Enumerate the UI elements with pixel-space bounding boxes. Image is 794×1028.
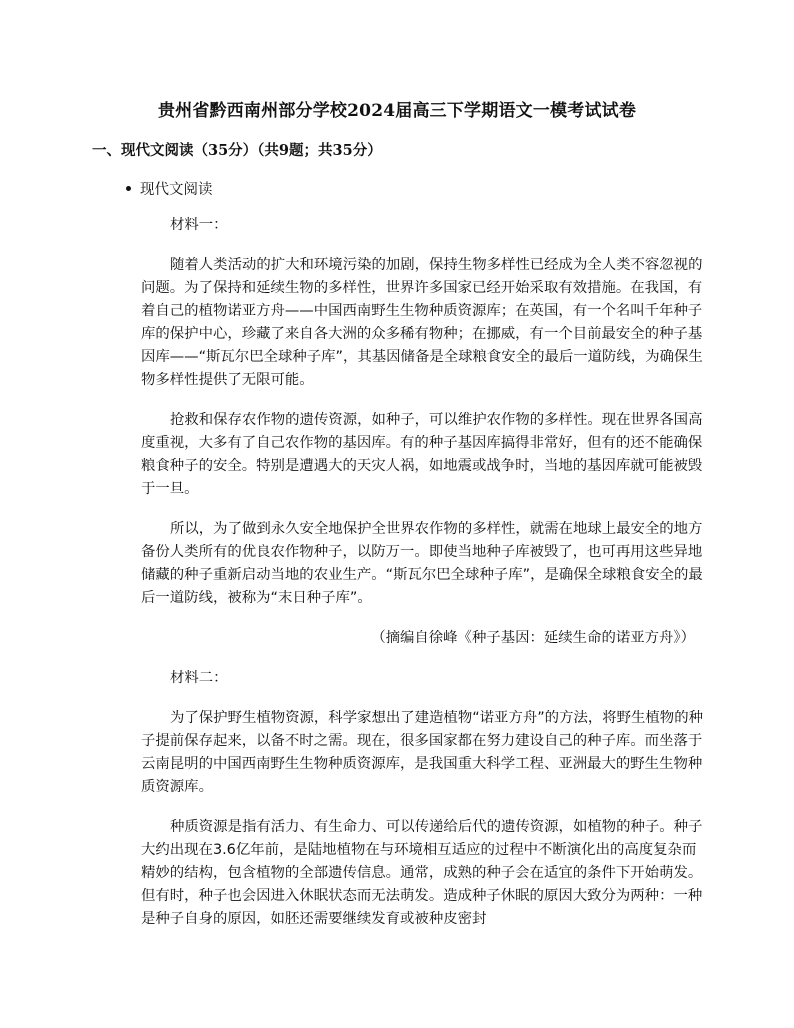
bullet-item <box>126 178 213 199</box>
reading-content <box>141 214 705 948</box>
material1-paragraph-2: 抢救和保存农作物的遗传资源，如种子，可以维护农作物的多样性。现在世界各国高度重视，大多有了自己农作物的基因库。有的种子基因库搞得非常好，但有的还不能确保粮食种子的安全。特别是遭遇大的天灾人祸，如地震或战争时，当地的基因库就可能被毁于一旦。 <box>141 412 703 497</box>
material1-source: （摘编自徐峰《种子基因：延续生命的诺亚方舟》） <box>371 630 695 646</box>
material2-label: 材料二： <box>170 670 228 686</box>
material2-paragraph-1: 为了保护野生植物资源，科学家想出了建造植物“诺亚方舟”的方法，将野生植物的种子提前保存起来，以备不时之需。现在，很多国家都在努力建设自己的种子库。而坐落于云南昆明的中国西南野生生物种质资源库，是我国重大科学工程、亚洲最大的野生生物种质资源库。 <box>141 710 703 795</box>
section-heading: 一、现代文阅读（35分）（共9题；共35分） <box>92 142 382 159</box>
bullet-label: 现代文阅读 <box>140 182 213 198</box>
material1-label: 材料一： <box>170 217 228 233</box>
material2-paragraph-2: 种质资源是指有活力、有生命力、可以传递给后代的遗传资源，如植物的种子。种子大约出现在3.6亿年前，是陆地植物在与环境相互适应的过程中不断演化出的高度复杂而精妙的结构，包含植物的全部遗传信息。通常，成熟的种子会在适宜的条件下开始萌发。但有时，种子也会因进入休眠状态而无法萌发。造成种子休眠的原因大致分为两种：一种是种子自身的原因，如胚还需要继续发育或被种皮密封 <box>141 819 703 927</box>
page-title: 贵州省黔西南州部分学校2024届高三下学期语文一模考试试卷 <box>157 101 637 121</box>
bullet-dot-icon <box>126 186 131 191</box>
material1-paragraph-3: 所以，为了做到永久安全地保护全世界农作物的多样性，就需在地球上最安全的地方备份人类所有的优良农作物种子，以防万一。即使当地种子库被毁了，也可再用这些异地储藏的种子重新启动当地的农业生产。“斯瓦尔巴全球种子库”，是确保全球粮食安全的最后一道防线，被称为“末日种子库”。 <box>141 521 703 606</box>
material1-paragraph-1: 随着人类活动的扩大和环境污染的加剧，保持生物多样性已经成为全人类不容忽视的问题。为了保持和延续生物的多样性，世界许多国家已经开始采取有效措施。在我国，有着自己的植物诺亚方舟——中国西南野生生物种质资源库；在英国，有一个名叫千年种子库的保护中心，珍藏了来自各大洲的众多稀有物种；在挪威，有一个目前最安全的种子基因库——“斯瓦尔巴全球种子库”，其基因储备是全球粮食安全的最后一道防线，为确保生物多样性提供了无限可能。 <box>141 257 703 388</box>
